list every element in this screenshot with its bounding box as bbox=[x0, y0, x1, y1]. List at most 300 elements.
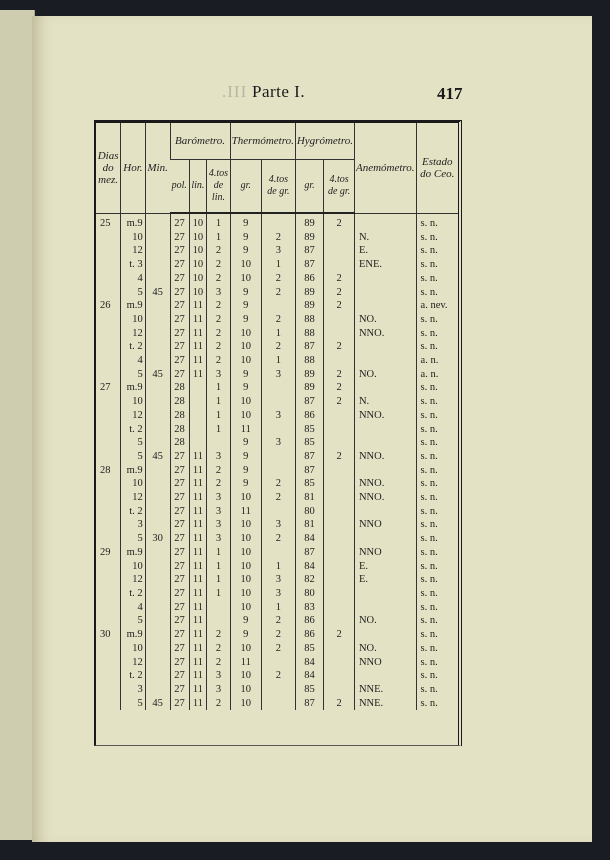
cell-sky-state: s. n. bbox=[416, 213, 458, 231]
table-row bbox=[96, 381, 458, 395]
cell-anemometer: NNO. bbox=[354, 450, 416, 464]
cell-hygro-gr: 86 bbox=[295, 614, 323, 628]
col-header-barometer: Barómetro. bbox=[170, 123, 230, 160]
table-row bbox=[96, 272, 458, 286]
cell-day bbox=[96, 327, 121, 341]
cell-minute bbox=[145, 601, 170, 615]
cell-baro-lin: 11 bbox=[189, 464, 207, 478]
cell-hygro-quarter bbox=[324, 587, 355, 601]
cell-sky-state: a. n. bbox=[416, 354, 458, 368]
col-header-hygrometer: Hygrómetro. bbox=[295, 123, 354, 160]
cell-baro-pol: 27 bbox=[170, 505, 189, 519]
cell-minute bbox=[145, 299, 170, 313]
cell-thermo-quarter: 3 bbox=[261, 409, 295, 423]
cell-anemometer: E. bbox=[354, 560, 416, 574]
cell-thermo-quarter: 3 bbox=[261, 436, 295, 450]
cell-thermo-quarter: 3 bbox=[261, 573, 295, 587]
cell-anemometer: NNO. bbox=[354, 491, 416, 505]
cell-hygro-quarter bbox=[324, 656, 355, 670]
cell-baro-lin: 11 bbox=[189, 683, 207, 697]
cell-hygro-gr: 87 bbox=[295, 244, 323, 258]
cell-baro-quarter: 2 bbox=[207, 642, 230, 656]
cell-sky-state: s. n. bbox=[416, 464, 458, 478]
table-row bbox=[96, 354, 458, 368]
table-row bbox=[96, 213, 458, 231]
cell-hygro-quarter bbox=[324, 354, 355, 368]
cell-thermo-quarter bbox=[261, 546, 295, 560]
cell-baro-quarter: 2 bbox=[207, 313, 230, 327]
cell-minute bbox=[145, 313, 170, 327]
cell-thermo-gr: 10 bbox=[230, 327, 261, 341]
cell-thermo-quarter: 2 bbox=[261, 669, 295, 683]
cell-sky-state: s. n. bbox=[416, 258, 458, 272]
facing-page-edge bbox=[0, 10, 35, 840]
cell-thermo-gr: 9 bbox=[230, 614, 261, 628]
cell-baro-lin: 11 bbox=[189, 669, 207, 683]
cell-baro-pol: 27 bbox=[170, 697, 189, 711]
table-row bbox=[96, 669, 458, 683]
cell-baro-pol: 28 bbox=[170, 395, 189, 409]
cell-day bbox=[96, 601, 121, 615]
cell-baro-lin: 10 bbox=[189, 272, 207, 286]
cell-baro-lin bbox=[189, 436, 207, 450]
cell-hour: t. 2 bbox=[121, 505, 146, 519]
cell-hour: 4 bbox=[121, 354, 146, 368]
col-sub-pol: pol. bbox=[170, 160, 189, 214]
cell-day bbox=[96, 272, 121, 286]
cell-thermo-gr: 9 bbox=[230, 381, 261, 395]
cell-minute bbox=[145, 491, 170, 505]
cell-baro-lin bbox=[189, 395, 207, 409]
cell-minute bbox=[145, 213, 170, 231]
cell-hour: 10 bbox=[121, 313, 146, 327]
table-row bbox=[96, 244, 458, 258]
cell-baro-quarter: 2 bbox=[207, 477, 230, 491]
table-row bbox=[96, 546, 458, 560]
cell-baro-quarter: 1 bbox=[207, 409, 230, 423]
cell-anemometer: NNO. bbox=[354, 477, 416, 491]
cell-minute: 45 bbox=[145, 286, 170, 300]
cell-day: 26 bbox=[100, 300, 111, 312]
cell-day bbox=[96, 614, 121, 628]
cell-baro-quarter: 1 bbox=[207, 213, 230, 231]
cell-sky-state: s. n. bbox=[416, 683, 458, 697]
cell-baro-quarter: 1 bbox=[207, 381, 230, 395]
cell-baro-quarter: 3 bbox=[207, 532, 230, 546]
cell-baro-lin: 11 bbox=[189, 450, 207, 464]
cell-hour: 5 bbox=[121, 436, 146, 450]
cell-thermo-gr: 9 bbox=[230, 477, 261, 491]
cell-anemometer bbox=[354, 340, 416, 354]
cell-hour: 12 bbox=[121, 244, 146, 258]
cell-thermo-quarter: 2 bbox=[261, 313, 295, 327]
cell-baro-lin: 11 bbox=[189, 614, 207, 628]
cell-baro-pol: 27 bbox=[170, 642, 189, 656]
cell-thermo-gr: 10 bbox=[230, 340, 261, 354]
cell-day bbox=[96, 587, 121, 601]
cell-hygro-quarter: 2 bbox=[324, 272, 355, 286]
cell-anemometer: E. bbox=[354, 573, 416, 587]
table-row bbox=[96, 573, 458, 587]
table-row bbox=[96, 587, 458, 601]
cell-hygro-gr: 85 bbox=[295, 683, 323, 697]
cell-day bbox=[96, 450, 121, 464]
cell-hour: t. 2 bbox=[121, 340, 146, 354]
cell-hygro-gr: 88 bbox=[295, 313, 323, 327]
cell-sky-state: s. n. bbox=[416, 395, 458, 409]
cell-hygro-quarter: 2 bbox=[324, 368, 355, 382]
cell-thermo-quarter bbox=[261, 697, 295, 711]
cell-sky-state: s. n. bbox=[416, 409, 458, 423]
cell-sky-state: s. n. bbox=[416, 628, 458, 642]
cell-minute bbox=[145, 464, 170, 478]
cell-hour: 5 bbox=[121, 532, 146, 546]
weather-observations-table bbox=[96, 123, 458, 710]
cell-thermo-gr: 9 bbox=[230, 286, 261, 300]
cell-baro-lin: 11 bbox=[189, 354, 207, 368]
cell-anemometer bbox=[354, 464, 416, 478]
cell-sky-state: s. n. bbox=[416, 601, 458, 615]
cell-thermo-quarter bbox=[261, 213, 295, 231]
col-header-anemometer: Anemómetro. bbox=[354, 123, 416, 213]
cell-minute bbox=[145, 258, 170, 272]
cell-day: 30 bbox=[100, 629, 111, 641]
cell-thermo-gr: 9 bbox=[230, 436, 261, 450]
cell-baro-lin bbox=[189, 381, 207, 395]
cell-hygro-gr: 88 bbox=[295, 354, 323, 368]
cell-baro-quarter: 3 bbox=[207, 286, 230, 300]
table-row bbox=[96, 532, 458, 546]
table-row bbox=[96, 628, 458, 642]
cell-hygro-quarter bbox=[324, 683, 355, 697]
cell-hygro-gr: 89 bbox=[295, 381, 323, 395]
cell-baro-pol: 27 bbox=[170, 601, 189, 615]
cell-hour: 3 bbox=[121, 683, 146, 697]
cell-baro-quarter: 2 bbox=[207, 354, 230, 368]
table-body bbox=[96, 213, 458, 710]
table-row bbox=[96, 683, 458, 697]
cell-baro-quarter bbox=[207, 614, 230, 628]
cell-baro-lin: 10 bbox=[189, 258, 207, 272]
cell-hygro-quarter bbox=[324, 560, 355, 574]
cell-sky-state: s. n. bbox=[416, 231, 458, 245]
table-row bbox=[96, 409, 458, 423]
cell-thermo-quarter: 2 bbox=[261, 642, 295, 656]
cell-thermo-gr: 10 bbox=[230, 409, 261, 423]
cell-hygro-quarter bbox=[324, 642, 355, 656]
cell-day bbox=[96, 573, 121, 587]
cell-baro-quarter: 1 bbox=[207, 587, 230, 601]
cell-baro-pol: 27 bbox=[170, 560, 189, 574]
bleed-through-text: .III bbox=[222, 82, 248, 101]
cell-hygro-gr: 81 bbox=[295, 518, 323, 532]
cell-hygro-quarter bbox=[324, 231, 355, 245]
cell-thermo-gr: 10 bbox=[230, 601, 261, 615]
cell-baro-pol: 27 bbox=[170, 313, 189, 327]
cell-hygro-quarter bbox=[324, 436, 355, 450]
cell-baro-quarter: 2 bbox=[207, 628, 230, 642]
col-sub-hygro-gr: gr. bbox=[295, 160, 323, 214]
col-sub-hygro-quarter: 4.tos de gr. bbox=[324, 160, 355, 214]
cell-anemometer bbox=[354, 423, 416, 437]
cell-baro-lin: 11 bbox=[189, 368, 207, 382]
cell-thermo-gr: 9 bbox=[230, 368, 261, 382]
cell-baro-lin: 11 bbox=[189, 587, 207, 601]
cell-baro-quarter: 2 bbox=[207, 464, 230, 478]
cell-thermo-gr: 9 bbox=[230, 464, 261, 478]
cell-thermo-quarter bbox=[261, 450, 295, 464]
cell-baro-pol: 27 bbox=[170, 272, 189, 286]
cell-anemometer bbox=[354, 286, 416, 300]
cell-minute bbox=[145, 244, 170, 258]
table-row bbox=[96, 450, 458, 464]
cell-day bbox=[96, 669, 121, 683]
cell-hygro-quarter bbox=[324, 477, 355, 491]
cell-minute bbox=[145, 272, 170, 286]
cell-sky-state: s. n. bbox=[416, 423, 458, 437]
cell-baro-pol: 27 bbox=[170, 546, 189, 560]
cell-minute bbox=[145, 436, 170, 450]
table-row bbox=[96, 231, 458, 245]
cell-baro-lin bbox=[189, 409, 207, 423]
cell-baro-lin: 11 bbox=[189, 573, 207, 587]
cell-hour: t. 2 bbox=[121, 669, 146, 683]
cell-day: 25 bbox=[100, 217, 111, 229]
cell-baro-lin: 11 bbox=[189, 477, 207, 491]
cell-minute bbox=[145, 628, 170, 642]
cell-baro-quarter: 2 bbox=[207, 244, 230, 258]
cell-baro-lin: 11 bbox=[189, 313, 207, 327]
cell-sky-state: s. n. bbox=[416, 450, 458, 464]
cell-anemometer: NO. bbox=[354, 642, 416, 656]
cell-anemometer: NNE. bbox=[354, 683, 416, 697]
table-row bbox=[96, 395, 458, 409]
cell-minute: 45 bbox=[145, 368, 170, 382]
cell-hygro-gr: 89 bbox=[295, 299, 323, 313]
cell-thermo-gr: 10 bbox=[230, 587, 261, 601]
cell-hygro-quarter bbox=[324, 423, 355, 437]
cell-thermo-quarter: 2 bbox=[261, 340, 295, 354]
cell-hygro-gr: 87 bbox=[295, 697, 323, 711]
cell-thermo-quarter: 2 bbox=[261, 628, 295, 642]
cell-sky-state: s. n. bbox=[416, 381, 458, 395]
cell-baro-pol: 27 bbox=[170, 614, 189, 628]
table-row bbox=[96, 560, 458, 574]
cell-hygro-gr: 89 bbox=[295, 368, 323, 382]
cell-baro-quarter: 1 bbox=[207, 573, 230, 587]
cell-sky-state: s. n. bbox=[416, 244, 458, 258]
cell-anemometer bbox=[354, 601, 416, 615]
cell-minute bbox=[145, 614, 170, 628]
cell-hygro-quarter: 2 bbox=[324, 213, 355, 231]
table-row bbox=[96, 313, 458, 327]
cell-thermo-gr: 10 bbox=[230, 272, 261, 286]
cell-hour: 10 bbox=[121, 477, 146, 491]
cell-thermo-gr: 9 bbox=[230, 244, 261, 258]
cell-minute bbox=[145, 340, 170, 354]
cell-day bbox=[96, 340, 121, 354]
cell-sky-state: s. n. bbox=[416, 697, 458, 711]
cell-thermo-gr: 10 bbox=[230, 395, 261, 409]
cell-thermo-quarter bbox=[261, 464, 295, 478]
cell-sky-state: s. n. bbox=[416, 436, 458, 450]
cell-day bbox=[96, 683, 121, 697]
cell-minute bbox=[145, 395, 170, 409]
cell-anemometer bbox=[354, 532, 416, 546]
cell-thermo-quarter bbox=[261, 381, 295, 395]
cell-thermo-quarter: 3 bbox=[261, 587, 295, 601]
cell-minute: 45 bbox=[145, 450, 170, 464]
cell-thermo-gr: 10 bbox=[230, 573, 261, 587]
cell-sky-state: s. n. bbox=[416, 327, 458, 341]
cell-thermo-gr: 9 bbox=[230, 231, 261, 245]
cell-baro-pol: 27 bbox=[170, 669, 189, 683]
cell-hour: m.9 bbox=[121, 628, 146, 642]
cell-baro-lin: 11 bbox=[189, 327, 207, 341]
cell-thermo-gr: 10 bbox=[230, 354, 261, 368]
cell-thermo-quarter: 3 bbox=[261, 518, 295, 532]
table-row bbox=[96, 340, 458, 354]
cell-hour: t. 2 bbox=[121, 423, 146, 437]
cell-minute bbox=[145, 518, 170, 532]
cell-baro-lin: 11 bbox=[189, 505, 207, 519]
cell-baro-lin bbox=[189, 423, 207, 437]
cell-minute bbox=[145, 560, 170, 574]
cell-day bbox=[96, 532, 121, 546]
cell-hour: 10 bbox=[121, 395, 146, 409]
cell-minute bbox=[145, 669, 170, 683]
cell-day bbox=[96, 491, 121, 505]
cell-hygro-quarter: 2 bbox=[324, 340, 355, 354]
cell-baro-lin: 11 bbox=[189, 628, 207, 642]
cell-minute bbox=[145, 587, 170, 601]
cell-hygro-gr: 87 bbox=[295, 464, 323, 478]
cell-hour: m.9 bbox=[121, 381, 146, 395]
cell-thermo-quarter: 1 bbox=[261, 327, 295, 341]
cell-hour: t. 3 bbox=[121, 258, 146, 272]
table-row bbox=[96, 656, 458, 670]
cell-thermo-quarter bbox=[261, 423, 295, 437]
cell-hour: t. 2 bbox=[121, 587, 146, 601]
cell-hygro-gr: 85 bbox=[295, 642, 323, 656]
cell-baro-pol: 27 bbox=[170, 491, 189, 505]
cell-baro-pol: 28 bbox=[170, 436, 189, 450]
cell-anemometer bbox=[354, 354, 416, 368]
cell-hour: m.9 bbox=[121, 546, 146, 560]
cell-baro-pol: 27 bbox=[170, 327, 189, 341]
cell-baro-pol: 27 bbox=[170, 354, 189, 368]
cell-minute bbox=[145, 354, 170, 368]
cell-hygro-quarter bbox=[324, 258, 355, 272]
cell-hygro-quarter bbox=[324, 505, 355, 519]
col-sub-thermo-quarter: 4.tos de gr. bbox=[261, 160, 295, 214]
cell-minute: 30 bbox=[145, 532, 170, 546]
cell-minute: 45 bbox=[145, 697, 170, 711]
cell-hygro-gr: 81 bbox=[295, 491, 323, 505]
cell-thermo-gr: 10 bbox=[230, 560, 261, 574]
col-header-minute: Min. bbox=[145, 123, 170, 213]
cell-anemometer: E. bbox=[354, 244, 416, 258]
table-row bbox=[96, 505, 458, 519]
cell-anemometer bbox=[354, 628, 416, 642]
cell-sky-state: s. n. bbox=[416, 532, 458, 546]
cell-day: 28 bbox=[100, 464, 111, 476]
cell-baro-pol: 27 bbox=[170, 518, 189, 532]
cell-anemometer: N. bbox=[354, 395, 416, 409]
cell-day bbox=[96, 409, 121, 423]
cell-minute bbox=[145, 477, 170, 491]
cell-hygro-quarter: 2 bbox=[324, 286, 355, 300]
cell-baro-lin: 11 bbox=[189, 560, 207, 574]
cell-hygro-gr: 85 bbox=[295, 436, 323, 450]
cell-hygro-gr: 85 bbox=[295, 423, 323, 437]
cell-thermo-gr: 10 bbox=[230, 642, 261, 656]
cell-hygro-gr: 88 bbox=[295, 327, 323, 341]
cell-thermo-gr: 9 bbox=[230, 299, 261, 313]
cell-anemometer bbox=[354, 587, 416, 601]
cell-baro-lin: 11 bbox=[189, 697, 207, 711]
cell-baro-lin: 11 bbox=[189, 546, 207, 560]
col-sub-quarter-lin: 4.tos de lin. bbox=[207, 160, 230, 214]
cell-sky-state: s. n. bbox=[416, 573, 458, 587]
cell-baro-quarter: 2 bbox=[207, 272, 230, 286]
cell-hour: 12 bbox=[121, 409, 146, 423]
cell-hygro-quarter bbox=[324, 464, 355, 478]
cell-sky-state: s. n. bbox=[416, 656, 458, 670]
cell-hygro-quarter bbox=[324, 244, 355, 258]
col-sub-thermo-gr: gr. bbox=[230, 160, 261, 214]
cell-hour: 12 bbox=[121, 573, 146, 587]
cell-hour: 5 bbox=[121, 368, 146, 382]
cell-day bbox=[96, 518, 121, 532]
cell-sky-state: s. n. bbox=[416, 286, 458, 300]
col-header-hour: Hor. bbox=[121, 123, 146, 213]
cell-hygro-quarter bbox=[324, 601, 355, 615]
cell-day bbox=[96, 642, 121, 656]
cell-hygro-gr: 86 bbox=[295, 628, 323, 642]
cell-baro-lin: 11 bbox=[189, 299, 207, 313]
cell-baro-quarter: 1 bbox=[207, 395, 230, 409]
cell-hour: 12 bbox=[121, 491, 146, 505]
cell-day bbox=[96, 313, 121, 327]
cell-hygro-gr: 84 bbox=[295, 669, 323, 683]
cell-hygro-quarter bbox=[324, 573, 355, 587]
cell-baro-lin: 11 bbox=[189, 532, 207, 546]
cell-thermo-quarter bbox=[261, 395, 295, 409]
cell-sky-state: s. n. bbox=[416, 313, 458, 327]
cell-baro-quarter: 1 bbox=[207, 231, 230, 245]
cell-baro-pol: 27 bbox=[170, 477, 189, 491]
cell-day bbox=[96, 368, 121, 382]
cell-baro-pol: 27 bbox=[170, 656, 189, 670]
cell-baro-quarter bbox=[207, 436, 230, 450]
cell-baro-lin: 11 bbox=[189, 518, 207, 532]
cell-thermo-gr: 10 bbox=[230, 258, 261, 272]
cell-baro-lin: 10 bbox=[189, 286, 207, 300]
cell-hour: 5 bbox=[121, 697, 146, 711]
cell-minute bbox=[145, 546, 170, 560]
cell-hour: 12 bbox=[121, 656, 146, 670]
cell-hygro-gr: 80 bbox=[295, 587, 323, 601]
table-row bbox=[96, 423, 458, 437]
cell-anemometer: NO. bbox=[354, 614, 416, 628]
cell-anemometer: NO. bbox=[354, 313, 416, 327]
table-row bbox=[96, 697, 458, 711]
cell-sky-state: a. nev. bbox=[416, 299, 458, 313]
cell-day bbox=[96, 244, 121, 258]
cell-anemometer bbox=[354, 436, 416, 450]
cell-sky-state: s. n. bbox=[416, 505, 458, 519]
